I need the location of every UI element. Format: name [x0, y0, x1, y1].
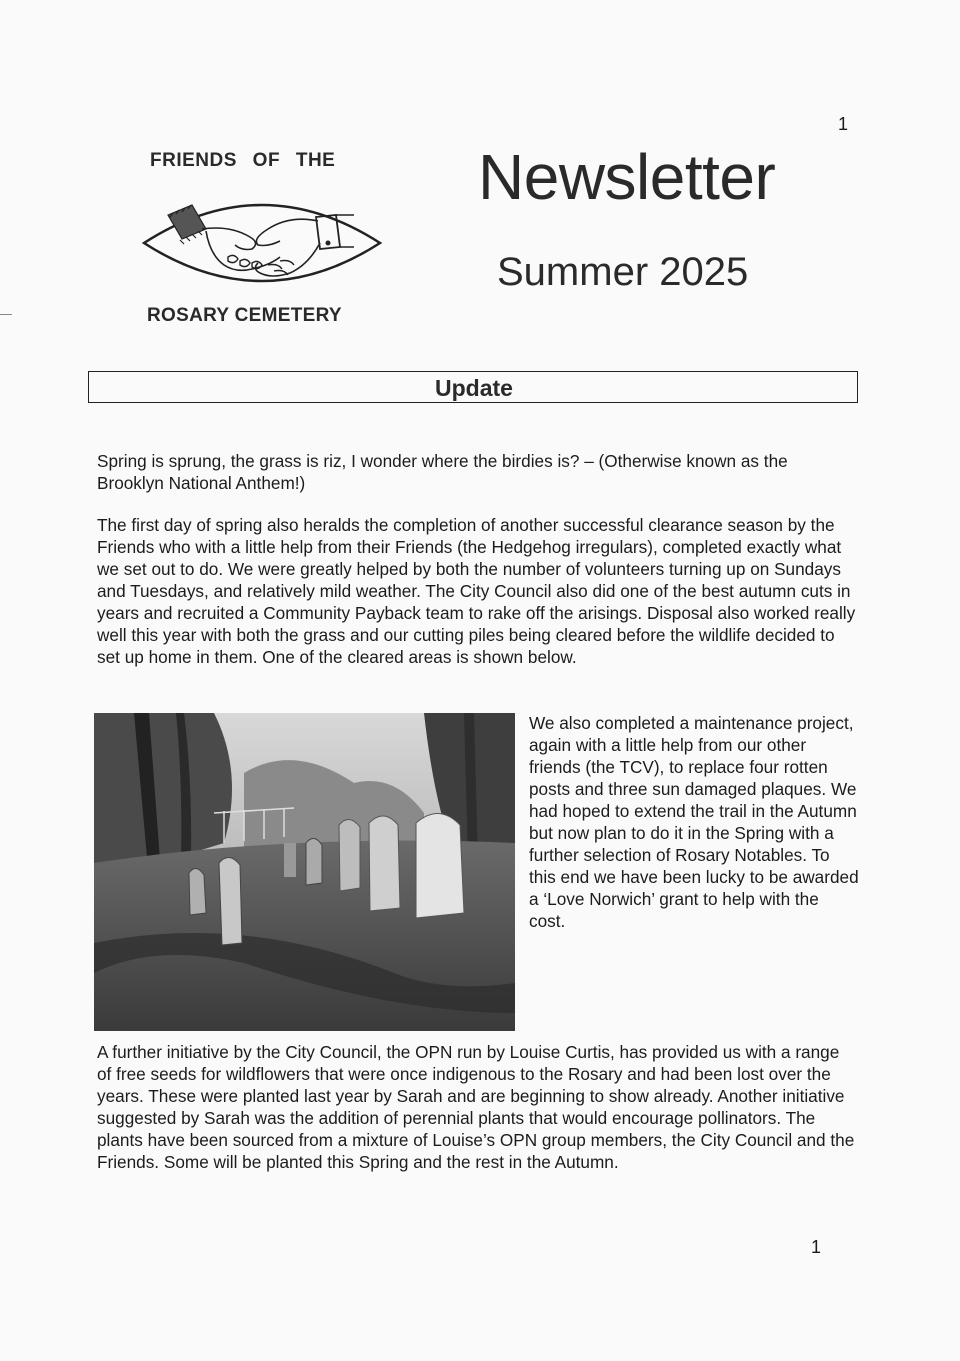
logo-bottom-text: ROSARY CEMETERY — [147, 305, 342, 326]
newsletter-title: Newsletter — [478, 141, 776, 213]
paragraph-clearance: The first day of spring also heralds the completion of another successful clearance season by the Friends who with a little help from their Friends (the Hedgehog irregulars), completed exactly what we set out to do. We were greatly helped by both the number of volunteers turning up on Sundays and Tuesdays, and relatively mild weather. The City Council also did one of the best autumn cuts in years and recruited a Community Payback team to rake off the arisings. Disposal also worked really well this year with both the grass and our cutting piles being cleared before the wildlife decided to set up home in them. One of the cleared areas is shown below. — [97, 515, 856, 667]
paragraph-wildflowers: A further initiative by the City Council, the OPN run by Louise Curtis, has provided us with a range of free seeds for wildflowers that were once indigenous to the Rosary and had been lost over the years. These were planted last year by Sarah and are beginning to show already. Another initiative suggested by Sarah was the addition of perennial plants that would encourage pollinators. The plants have been sourced from a mixture of Louise’s OPN group members, the City Council and the Friends. Some will be planted this Spring and the rest in the Autumn. — [97, 1042, 855, 1172]
section-heading: Update — [435, 375, 513, 401]
paragraph-intro: Spring is sprung, the grass is riz, I wonder where the birdies is? – (Otherwise known as the Brooklyn National Anthem!) — [97, 451, 788, 493]
logo-top-text: FRIENDS OF THE — [150, 150, 336, 171]
page-number-bottom: 1 — [811, 1237, 822, 1257]
page-number-top: 1 — [838, 114, 849, 134]
section-banner — [88, 371, 858, 403]
margin-mark — [0, 314, 12, 315]
paragraph-maintenance: We also completed a maintenance project, again with a little help from our other friends (the TCV), to replace four rotten posts and three sun damaged plaques. We had hoped to extend the trail in the Autumn but now plan to do it in the Spring with a further selection of Rosary Notables. To this end we have been lucky to be awarded a ‘Love Norwich’ grant to help with the cost. — [529, 713, 859, 931]
newsletter-subtitle: Summer 2025 — [497, 250, 749, 294]
handshake-logo — [140, 185, 385, 305]
cemetery-photo — [94, 713, 515, 1031]
